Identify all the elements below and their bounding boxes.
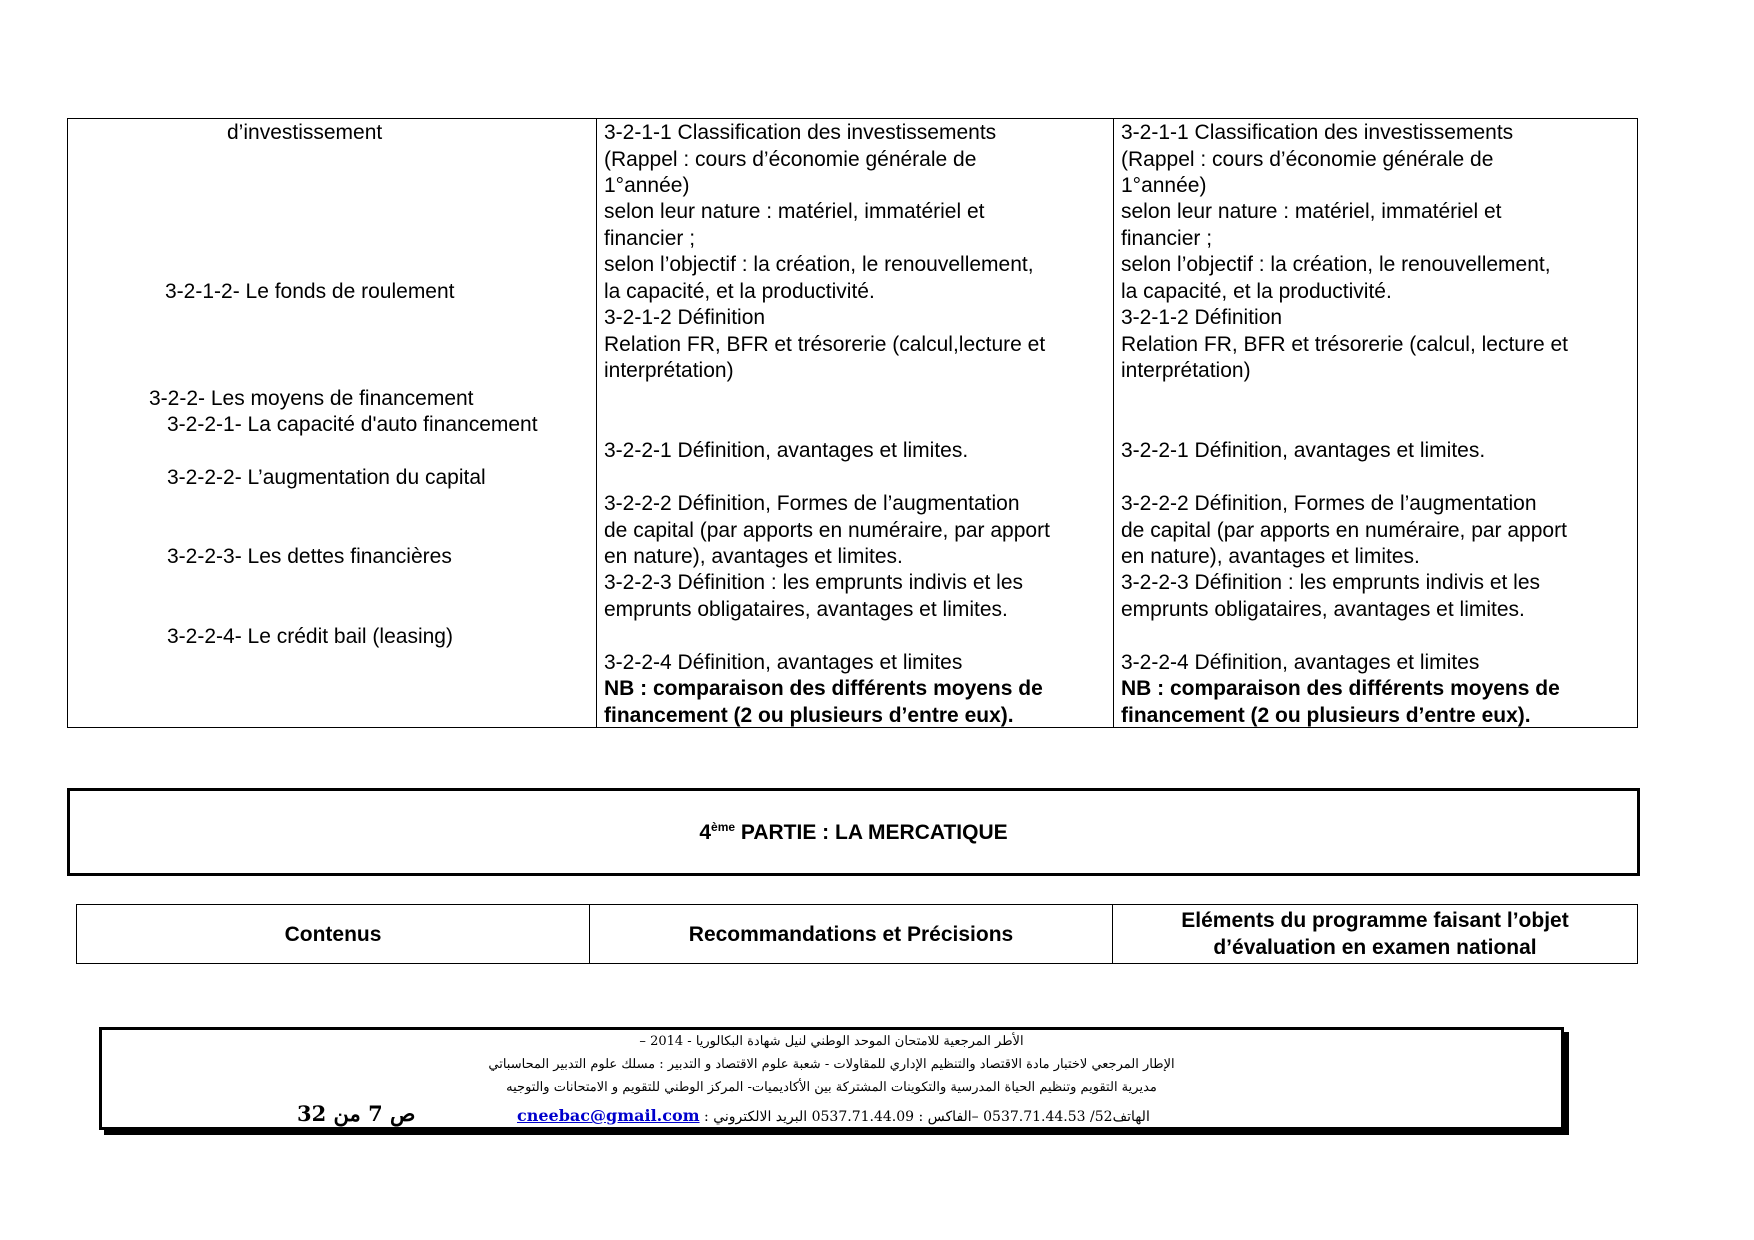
list-item: 3-2-2-1 Définition, avantages et limites. (604, 439, 969, 462)
nb-note: financement (2 ou plusieurs d’entre eux). (604, 704, 1014, 727)
list-item: interprétation) (604, 359, 734, 382)
list-item: 3-2-2-4 Définition, avantages et limites (604, 651, 963, 674)
list-item: 3-2-2-2- L’augmentation du capital (167, 466, 486, 489)
header-contenus: Contenus (284, 922, 382, 946)
nb-note: financement (2 ou plusieurs d’entre eux). (1121, 704, 1531, 727)
nb-note: NB : comparaison des différents moyens de (1121, 677, 1560, 700)
list-item: en nature), avantages et limites. (1121, 545, 1420, 568)
list-item: 3-2-2-4- Le crédit bail (leasing) (167, 625, 453, 648)
list-item: 1°année) (1121, 174, 1207, 197)
list-item: 3-2-2-2 Définition, Formes de l’augmentation (1121, 492, 1537, 515)
list-item: 3-2-1-2 Définition (1121, 306, 1283, 329)
list-item: selon l’objectif : la création, le renouvellement, (1121, 253, 1551, 276)
page-number: ص 7 من 32 (297, 1101, 416, 1126)
footer-contact (517, 1106, 1150, 1125)
list-item: Relation FR, BFR et trésorerie (calcul,lecture et (604, 333, 1046, 356)
list-item: 3-2-2-2 Définition, Formes de l’augmentation (604, 492, 1020, 515)
contact-text: الهاتف52/ 0537.71.44.53 –الفاكس : 0537.71.44.09 البريد الالكتروني : (699, 1109, 1150, 1125)
header-elements-line: Eléments du programme faisant l’objet (1181, 909, 1569, 932)
nb-note: NB : comparaison des différents moyens de (604, 677, 1043, 700)
list-item: d’investissement (227, 121, 383, 144)
table-divider (596, 118, 597, 728)
list-item: la capacité, et la productivité. (1121, 280, 1392, 303)
column-header-table (76, 904, 1638, 964)
email-link[interactable]: cneebac@gmail.com (517, 1106, 700, 1125)
list-item: financier ; (1121, 227, 1213, 250)
list-item: selon l’objectif : la création, le renouvellement, (604, 253, 1034, 276)
list-item: emprunts obligataires, avantages et limites. (1121, 598, 1525, 621)
list-item: de capital (par apports en numéraire, par apport (604, 519, 1050, 542)
footer-line: مديرية التقويم وتنظيم الحياة المدرسية والتكوينات المشتركة بين الأكاديميات- المركز الوطني للتقويم و الامتحانات والتوجيه (506, 1080, 1157, 1095)
part-number: 4 (699, 820, 712, 844)
list-item: 3-2-2-3 Définition : les emprunts indivis et les (604, 571, 1024, 594)
part-title-text: PARTIE : LA MERCATIQUE (735, 820, 1008, 844)
list-item: 3-2-2-3 Définition : les emprunts indivis et les (1121, 571, 1541, 594)
page-footer (99, 1027, 1564, 1130)
list-item: 3-2-2-1- La capacité d'auto financement (167, 413, 538, 436)
list-item: 3-2-2-4 Définition, avantages et limites (1121, 651, 1480, 674)
list-item: 3-2-1-1 Classification des investissements (604, 121, 997, 144)
list-item: selon leur nature : matériel, immatériel et (1121, 200, 1502, 223)
list-item: 3-2-2-1 Définition, avantages et limites. (1121, 439, 1486, 462)
list-item: 3-2-1-2 Définition (604, 306, 766, 329)
header-recommandations: Recommandations et Précisions (589, 905, 1112, 963)
list-item: de capital (par apports en numéraire, par apport (1121, 519, 1567, 542)
list-item: 3-2-1-2- Le fonds de roulement (165, 280, 455, 303)
list-item: selon leur nature : matériel, immatériel et (604, 200, 985, 223)
table-divider (1113, 118, 1114, 728)
list-item: 1°année) (604, 174, 690, 197)
list-item: 3-2-1-1 Classification des investissements (1121, 121, 1514, 144)
part-title (699, 820, 1007, 845)
list-item: 3-2-2- Les moyens de financement (149, 387, 474, 410)
footer-line: الأطر المرجعية للامتحان الموحد الوطني لنيل شهادة البكالوريا - 2014 – (639, 1034, 1024, 1049)
header-elements (1112, 905, 1637, 963)
list-item: (Rappel : cours d’économie générale de (1121, 148, 1494, 171)
list-item: (Rappel : cours d’économie générale de (604, 148, 977, 171)
list-item: Relation FR, BFR et trésorerie (calcul, lecture et (1121, 333, 1568, 356)
list-item: interprétation) (1121, 359, 1251, 382)
part-number-suffix: ème (711, 819, 736, 834)
footer-line: الإطار المرجعي لاختبار مادة الاقتصاد والتنظيم الإداري للمقاولات - شعبة علوم الاقتصاد و التدبير : مسلك علوم التدبير المحاسباتي (488, 1057, 1175, 1072)
list-item: la capacité, et la productivité. (604, 280, 875, 303)
part-heading-box (67, 788, 1640, 876)
header-elements-line: d’évaluation en examen national (1213, 936, 1537, 959)
list-item: financier ; (604, 227, 696, 250)
list-item: en nature), avantages et limites. (604, 545, 903, 568)
list-item: emprunts obligataires, avantages et limites. (604, 598, 1008, 621)
list-item: 3-2-2-3- Les dettes financières (167, 545, 452, 568)
